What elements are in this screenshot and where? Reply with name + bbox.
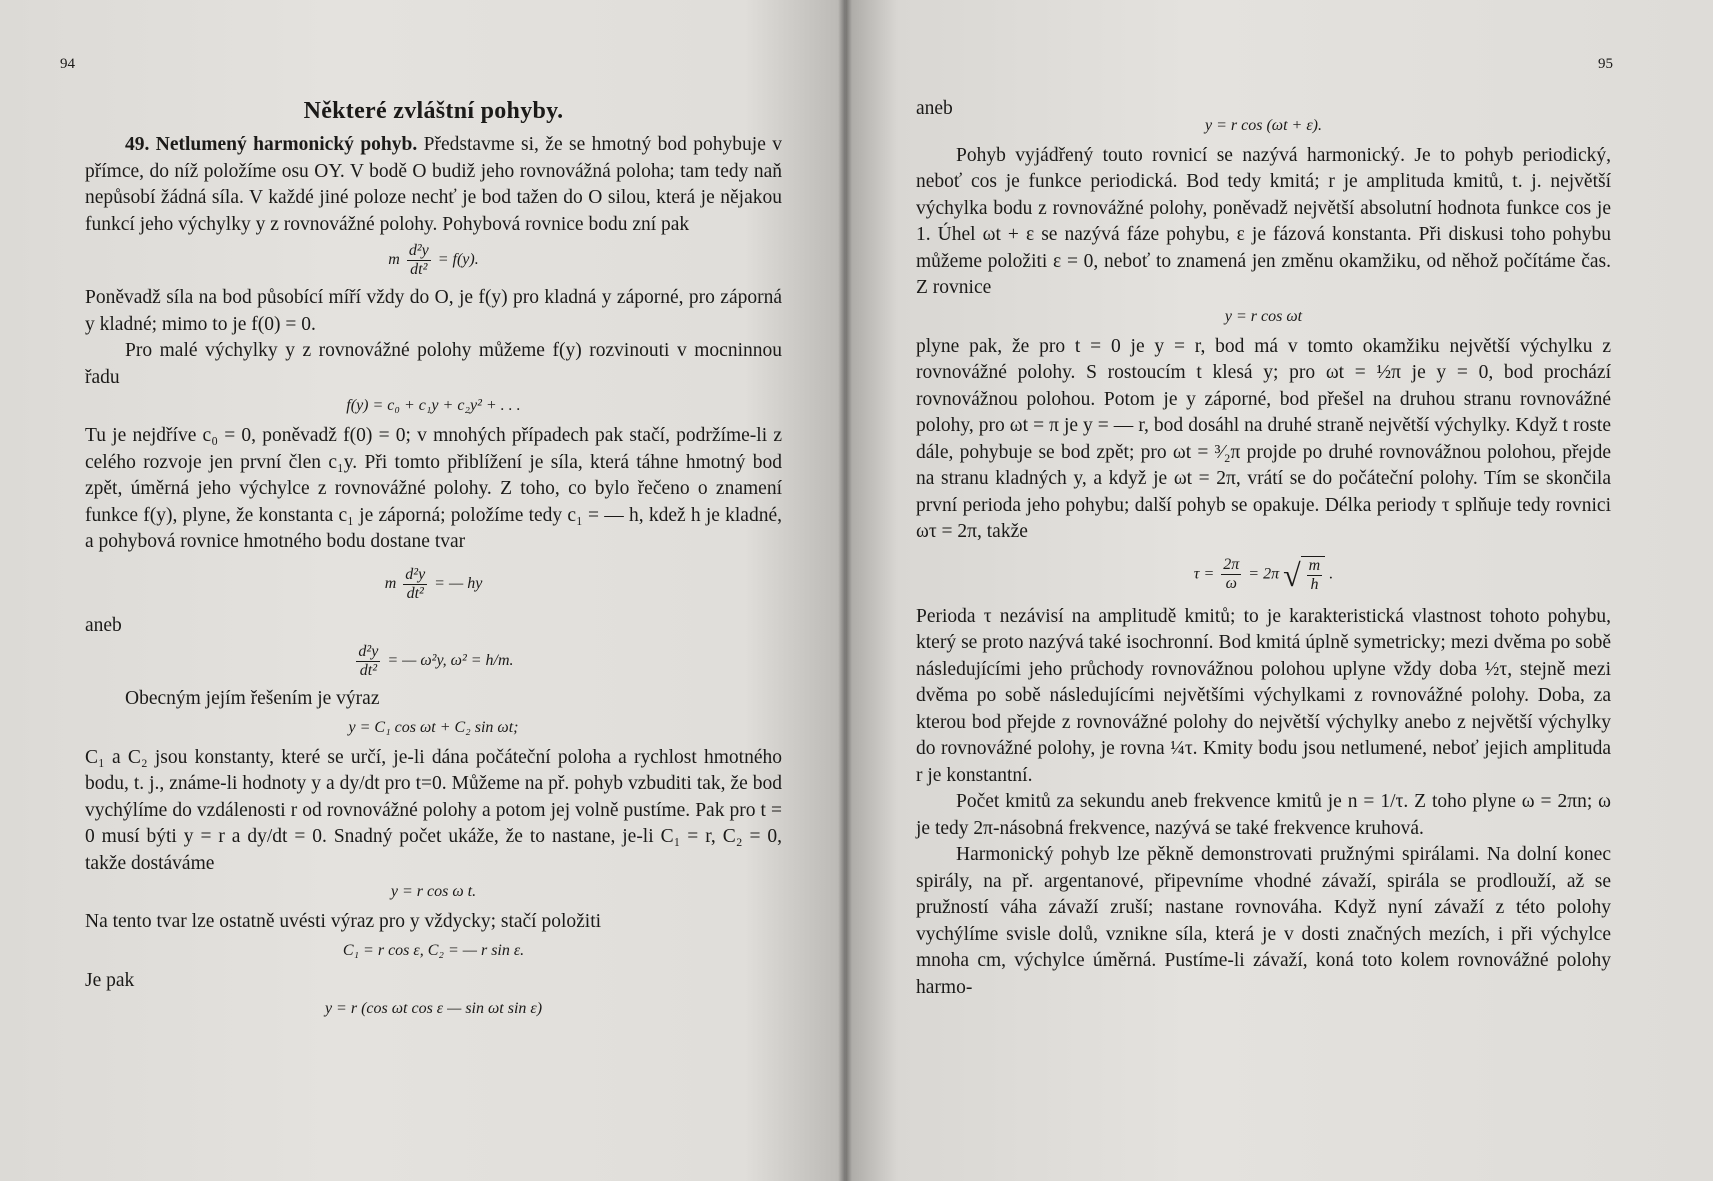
right-paragraph-4: Počet kmitů za sekundu aneb frekvence kmitů je n = 1/τ. Z toho plyne ω = 2πn; ω je tedy 2π-násobná frekvence, nazývá se také frekvence kruhová. <box>916 791 1611 839</box>
page-number-left: 94 <box>60 56 75 72</box>
equation-general-solution: y = C₁ cos ωt + C₂ sin ωt; <box>348 718 519 736</box>
eq4-rhs: = — ω²y, ω² = h/m. <box>387 652 514 670</box>
right-paragraph-5: Harmonický pohyb lze pěkně demonstrovati pružnými spirálami. Na dolní konec spirály, na př. argentanové, připevníme vhodné závaží, spirála se prodlouží, až se pružností váha závaží zruší; nastane rovnováha. Když nyní závaží z této polohy vychýlíme svisle dolů, vznikne síla, která je v dosti značných mezích, i při výchylce mnoha cm, výchylce úměrná. Pustíme-li závaží, koná toto kolem rovnovážné polohy harmo- <box>916 844 1611 998</box>
eq-period-denominator: ω <box>1225 575 1237 592</box>
book-gutter <box>838 0 852 1181</box>
equation-expanded: y = r (cos ωt cos ε — sin ωt sin ε) <box>324 1000 543 1017</box>
paragraph-5: Obecným jejím řešením je výraz <box>125 688 380 709</box>
eq-period-mid: = 2π <box>1248 565 1280 583</box>
equation-phase: y = r cos (ωt + ε). <box>1205 116 1322 134</box>
equation-period <box>916 556 1611 594</box>
right-paragraph-2: plyne pak, že pro t = 0 je y = r, bod má v tomto okamžiku největší výchylku z rovnovážné polohy. S rostoucím t klesá y; pro ωt = ½π je y = 0, bod prochází rovnovážnou polohou. Potom je y záporné, bod přešel na druhou stranu rovnovážné polohy, pro ωt = π je y = — r, bod dosáhl na druhé straně největší výchylky. Když t roste dále, pohybuje se bod zpět; pro ωt = ³⁄₂π projde po druhé rovnovážnou polohou, přejde na stranu kladných y, a když je ωt = 2π, vrátí se do počáteční polohy. Tím se skončila první perioda jeho pohybu; další pohyb se opakuje. Délka periody τ splňuje tedy rovnici ωτ = 2π, takže <box>916 335 1611 542</box>
eq-period-fraction <box>1221 556 1241 593</box>
left-page-text <box>85 132 782 1026</box>
eq1-fraction <box>407 242 431 279</box>
paragraph-7: Na tento tvar lze ostatně uvésti výraz pro y vždycky; stačí položiti <box>85 911 602 932</box>
section-heading: 49. Netlumený harmonický pohyb. <box>125 134 418 155</box>
paragraph-3: Pro malé výchylky y z rovnovážné polohy můžeme f(y) rozvinouti v mocninnou řadu <box>85 340 782 388</box>
equation-omega <box>85 643 782 680</box>
eq-period-sqrt-denominator: h <box>1310 575 1319 593</box>
eq4-fraction <box>356 643 380 680</box>
right-paragraph-3: Perioda τ nezávisí na amplitudě kmitů; to je karakteristická vlastnost tohoto pohybu, který se proto nazývá také isochronní. Bod kmitá úplně symetricky; mezi dvěma po sobě následujícími jeho průchody rovnovážnou polohou uplyne vždy doba ½τ, stejně mezi dvěma po sobě následujícími největšími výchylkami z rovnovážné polohy. Doba, za kterou bod přejde z rovnovážné polohy do největší výchylky anebo z největší výchylky do rovnovážné polohy, je rovna ¼τ. Kmity bodu jsou netlumené, neboť jejich amplituda r je konstantní. <box>916 605 1611 786</box>
equation-constants: C₁ = r cos ε, C₂ = — r sin ε. <box>342 941 525 959</box>
left-page <box>0 0 846 1181</box>
right-paragraph-1: Pohyb vyjádřený touto rovnicí se nazývá harmonický. Je to pohyb periodický, neboť cos je funkce periodická. Bod tedy kmitá; r je amplituda kmitů, t. j. největší výchylka bodu z rovnovážné polohy, poněvadž největší absolutní hodnota funkce cos je 1. Úhel ωt + ε se nazývá fáze pohybu, ε je fázová konstanta. Při diskusi toho pohybu můžeme položiti ε = 0, neboť to znamená jen změnu okamžiku, od něhož počítáme čas. Z rovnice <box>916 144 1611 298</box>
eq1-denominator: dt² <box>410 261 428 278</box>
label-je-pak: Je pak <box>85 969 135 991</box>
eq4-denominator: dt² <box>359 662 377 679</box>
right-page <box>846 0 1713 1181</box>
chapter-title: Některé zvláštní pohyby. <box>303 98 564 124</box>
eq4-numerator: d²y <box>358 643 379 660</box>
eq3-fraction <box>403 566 427 603</box>
eq3-rhs: = — hy <box>434 574 483 592</box>
label-aneb: aneb <box>85 614 122 636</box>
equation-cos-right: y = r cos ωt <box>1224 307 1303 325</box>
eq3-lhs: m <box>384 574 397 592</box>
eq3-numerator: d²y <box>405 565 426 583</box>
page-number-right: 95 <box>1598 56 1613 72</box>
eq-period-end: . <box>1329 565 1334 583</box>
eq1-lhs: m <box>388 251 400 269</box>
label-aneb-right: aneb <box>916 98 953 119</box>
equation-cos: y = r cos ω t. <box>390 883 477 900</box>
paragraph-4: Tu je nejdříve c₀ = 0, poněvadž f(0) = 0; v mnohých případech pak stačí, podržíme-li z celého rozvoje jen první člen c₁y. Při tomto přiblížení je síla, která táhne hmotný bod zpět, úměrná jeho výchylce z rovnovážné polohy. Z toho, co bylo řečeno o znamení funkce f(y), plyne, že konstanta c₁ je záporná; položíme tedy c₁ = — h, kdež h je kladné, a pohybová rovnice hmotného bodu dostane tvar <box>85 425 782 552</box>
eq-period-sqrt <box>1301 556 1326 594</box>
eq-period-lhs: τ = <box>1193 565 1215 583</box>
paragraph-2: Poněvadž síla na bod působící míří vždy do O, je f(y) pro kladná y záporné, pro záporná y kladné; mimo to je f(0) = 0. <box>85 287 782 335</box>
right-page-text <box>916 96 1611 1001</box>
eq-period-sqrt-fraction <box>1307 557 1323 594</box>
paragraph-1 <box>85 132 782 238</box>
eq-period-sqrt-numerator: m <box>1308 556 1321 574</box>
eq-period-numerator: 2π <box>1223 556 1240 573</box>
eq3-denominator: dt² <box>406 584 424 602</box>
sqrt-sign: √ <box>1283 556 1301 593</box>
eq1-rhs: = f(y). <box>437 251 479 269</box>
equation-motion <box>85 242 782 279</box>
eq1-numerator: d²y <box>408 242 429 259</box>
paragraph-1-text: Představme si, že se hmotný bod pohybuje v přímce, do níž položíme osu OY. V bodě O budiž jeho rovnovážná poloha; tam tedy naň nepůsobí žádná síla. V každé jiné poloze nechť je bod tažen do O silou, která je nějakou funkcí jeho výchylky y z rovnovážné polohy. Pohybová rovnice bodu zní pak <box>85 134 783 235</box>
equation-series: f(y) = c₀ + c₁y + c₂y² + . . . <box>346 397 521 414</box>
equation-hy <box>85 566 782 603</box>
paragraph-6: C₁ a C₂ jsou konstanty, které se určí, je-li dána počáteční poloha a rychlost hmotného bodu, t. j., známe-li hodnoty y a dy/dt pro t=0. Můžeme na př. pohyb vzbuditi tak, že bod vychýlíme do vzdálenosti r od rovnovážné polohy a potom jej volně pustíme. Pak pro t = 0 musí býti y = r a dy/dt = 0. Snadný počet ukáže, že to nastane, je-li C₁ = r, C₂ = 0, takže dostáváme <box>85 746 782 874</box>
